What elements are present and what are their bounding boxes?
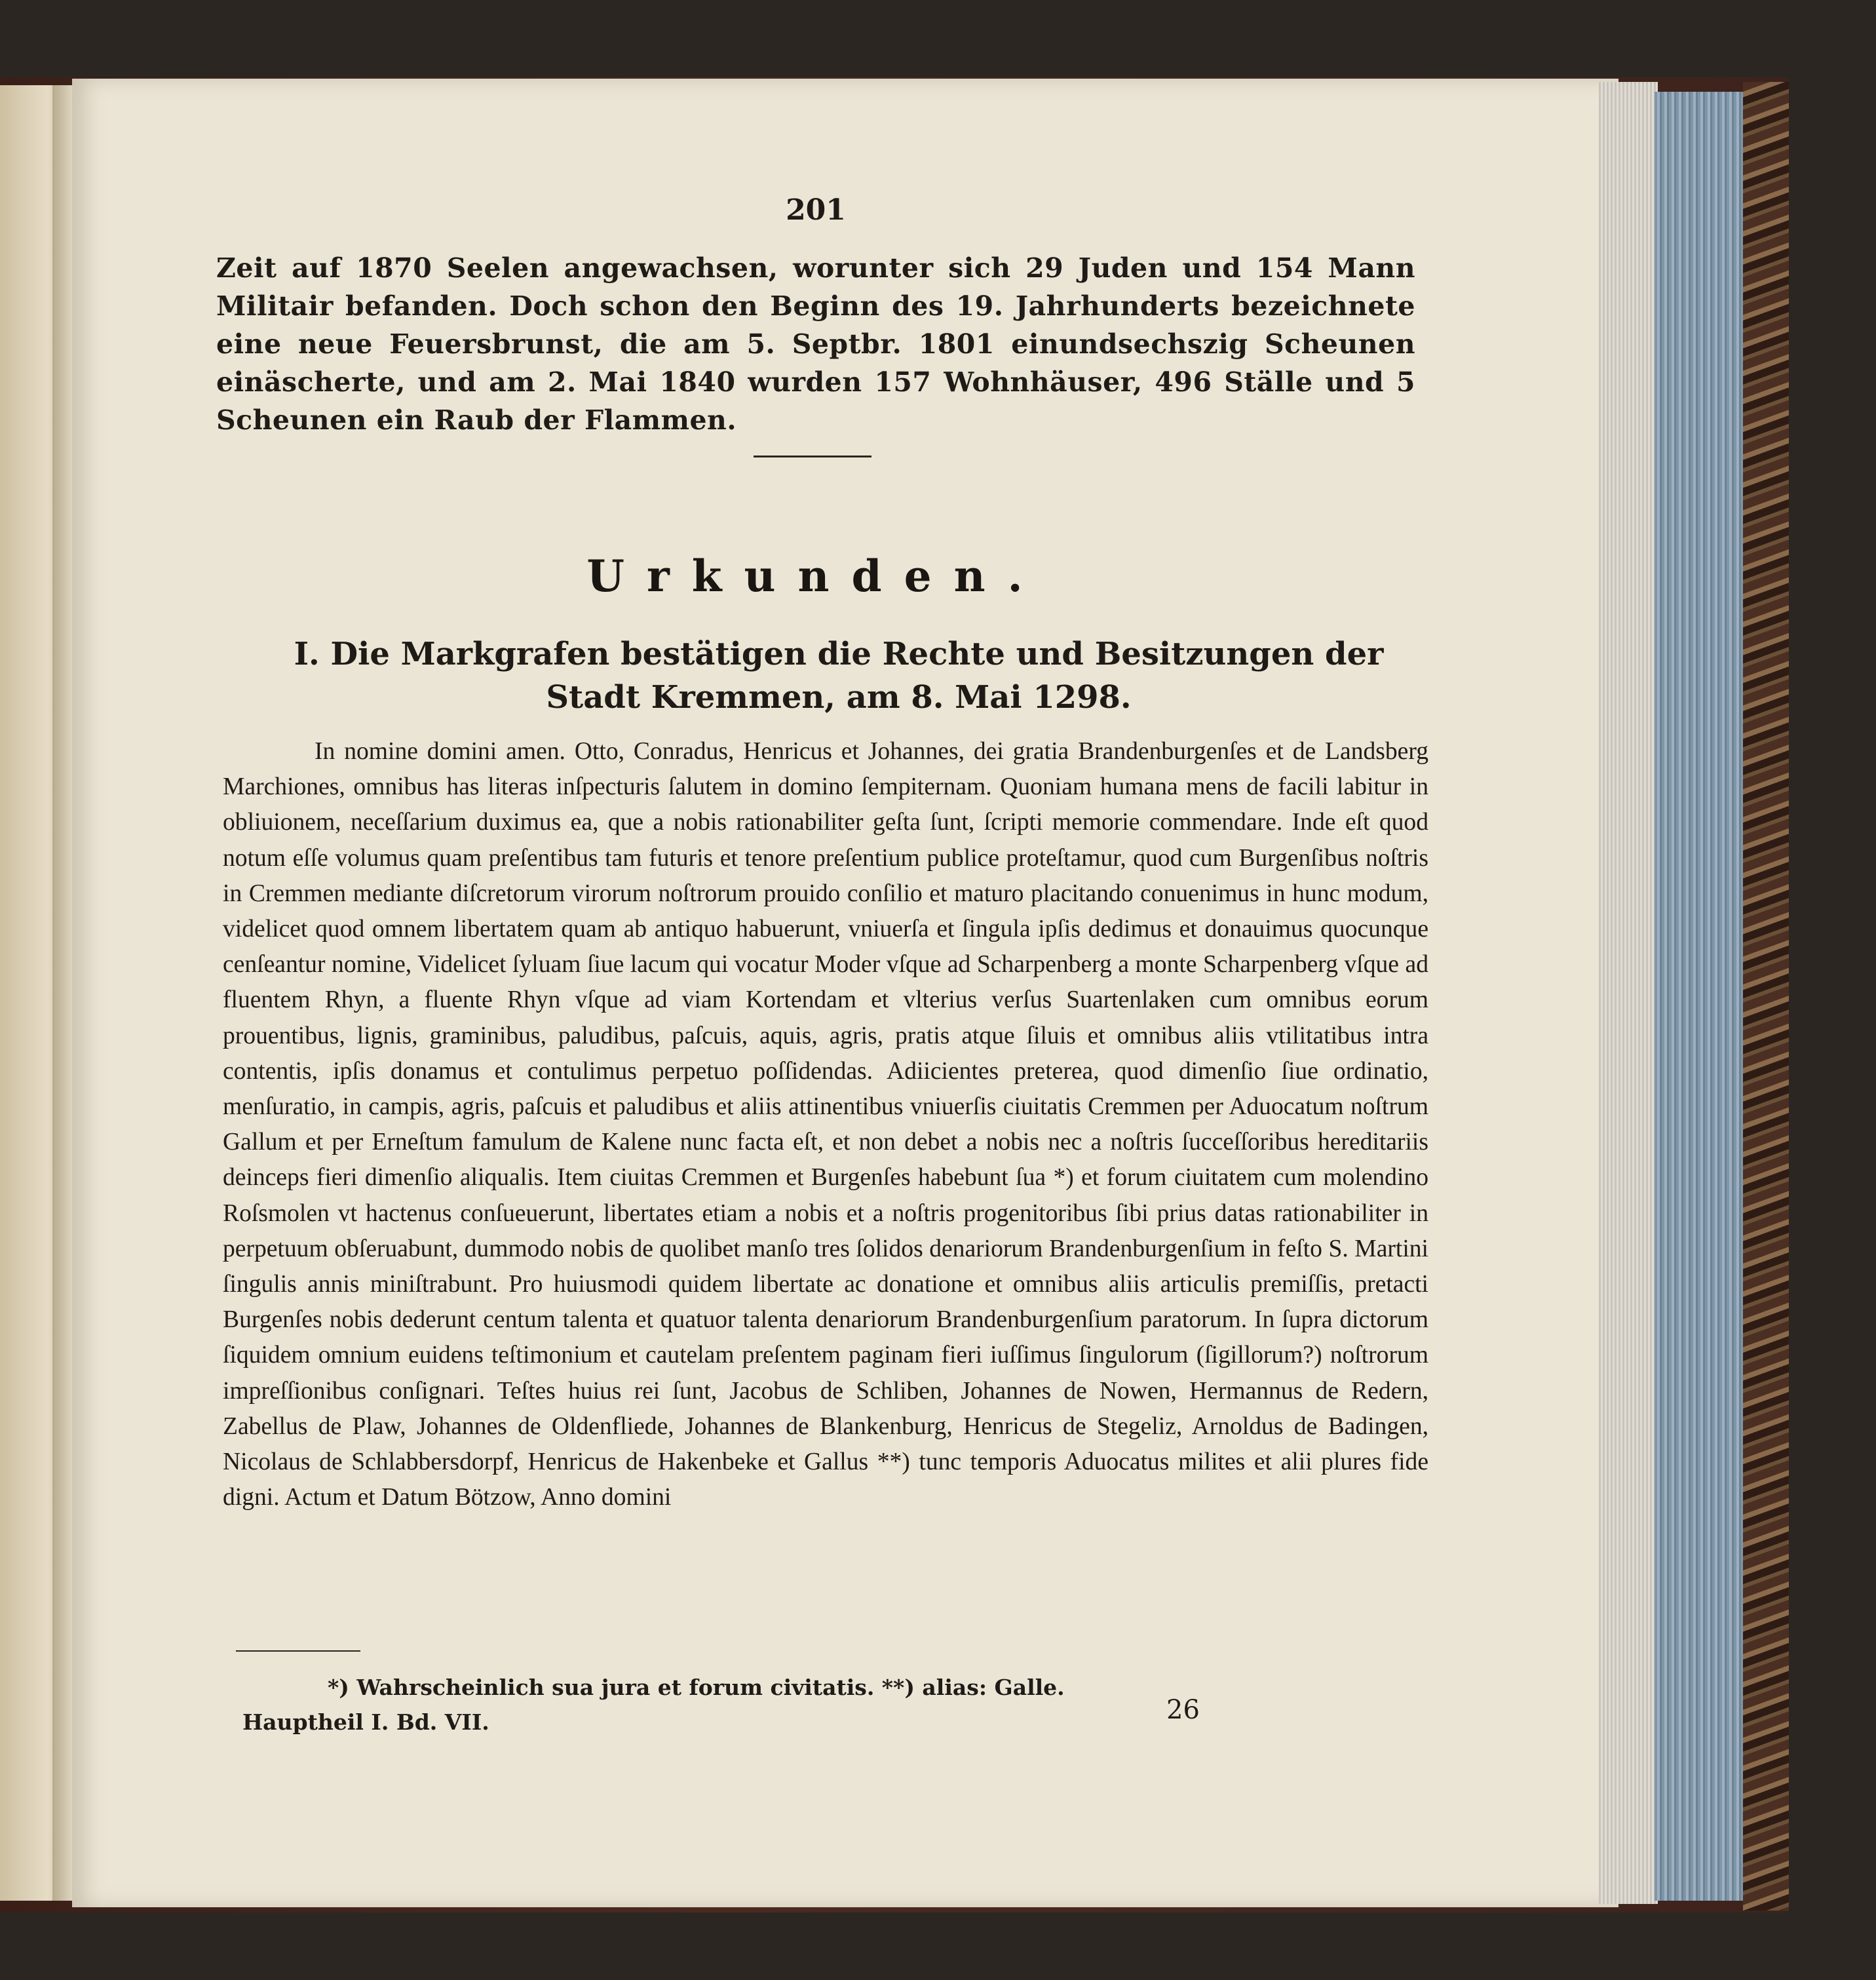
footnote-rule [236, 1650, 360, 1652]
book-spine [1743, 82, 1789, 1911]
section-divider [754, 456, 871, 457]
footnotes: *) Wahrscheinlich sua jura et forum civitatis. **) alias: Galle. [328, 1675, 1065, 1700]
page-edges-blue [1655, 92, 1746, 1901]
left-page-edge [0, 85, 59, 1901]
intro-paragraph: Zeit auf 1870 Seelen angewachsen, worunter sich 29 Juden und 154 Mann Militair befanden. Doch schon den Beginn des 19. Jahrhunderts bezeichnete eine neue Feuersbrunst, die am 5. Septbr. 1801 einundsechszig Scheunen einäscherte, und am 2. Mai 1840 wurden 157 Wohnhäuser, 496 Ställe und 5 Scheunen ein Raub der Flammen. [216, 252, 1415, 436]
latin-charter-text: In nomine domini amen. Otto, Conradus, Henricus et Johannes, dei gratia Brandenburgenſes et de Landsberg Marchiones, omnibus has literas inſpecturis ſalutem in domino ſempiternam. Quoniam humana mens de facili labitur in obliuionem, neceſſarium duximus ea, que a nobis rationabiliter geſta ſunt, ſcripti memorie commendare. Inde eſt quod notum eſſe volumus quam preſentibus tam futuris et tenore preſentium publice proteſtamur, quod cum Burgenſibus noſtris in Cremmen mediante diſcretorum virorum noſtrorum prouido conſilio et maturo placitando conuenimus in hunc modum, videlicet quod omnem libertatem quam ab antiquo habuerunt, vniuerſa et ſingula ipſis dedimus et donauimus quocunque cenſeantur nomine, Videlicet ſyluam ſiue lacum qui vocatur Moder vſque ad Scharpenberg a monte Scharpenberg vſque ad fluentem Rhyn, a fluente Rhyn vſque ad viam Kortendam et vlterius verſus Suartenlaken cum omnibus eorum prouentibus, lignis, graminibus, paludibus, paſcuis, aquis, agris, pratis atque ſiluis et omnibus aliis vtilitatibus intra contentis, ipſis donamus et contulimus perpetuo poſſidendas. Adiicientes preterea, quod dimenſio ſiue ordinatio, menſuratio, in campis, agris, paſcuis et paludibus et aliis attinentibus vniuerſis ciuitatis Cremmen per Aduocatum noſtrum Gallum et per Erneſtum famulum de Kalene nunc facta eſt, et non debet a nobis nec a noſtris ſucceſſoribus hereditariis deinceps fieri dimenſio aliqualis. Item ciuitas Cremmen et Burgenſes habebunt ſua *) et forum ciuitatem cum molendino Roſsmolen vt hactenus conſueuerunt, libertates etiam a nobis et a noſtris progenitoribus ſibi prius datas rationabiliter in perpetuum obſeruabunt, dummodo nobis de quolibet manſo tres ſolidos denariorum Brandenburgenſium in feſto S. Martini ſingulis annis miniſtrabunt. Pro huiusmodi quidem libertate ac donatione et omnibus aliis articulis premiſſis, pretacti Burgenſes nobis dederunt centum talenta et quatuor talenta denariorum Brandenburgenſium paratorum. In ſupra dictorum ſiquidem omnium euidens teſtimonium et cautelam preſentem paginam fieri iuſſimus ſingulorum (ſigillorum?) noſtrorum impreſſionibus conſignari. Teſtes huius rei ſunt, Jacobus de Schliben, Johannes de Nowen, Hermannus de Redern, Zabellus de Plaw, Johannes de Oldenfliede, Johannes de Blankenburg, Henricus de Stegeliz, Arnoldus de Badingen, Nicolaus de Schlabbersdorpf, Henricus de Hakenbeke et Gallus **) tunc temporis Aduocatus milites et alii plures fide digni. Actum et Datum Bötzow, Anno domini [223, 738, 1428, 1511]
section-heading: Urkunden. [586, 551, 1045, 602]
page-number: 201 [786, 193, 846, 227]
bottom-number: 26 [1166, 1695, 1200, 1725]
signature-mark: Hauptheil I. Bd. VII. [242, 1709, 489, 1735]
document-title: I. Die Markgrafen bestätigen die Rechte und Besitzungen der Stadt Kremmen, am 8. Mai 1298. [294, 636, 1384, 716]
page-edges [1599, 82, 1658, 1904]
